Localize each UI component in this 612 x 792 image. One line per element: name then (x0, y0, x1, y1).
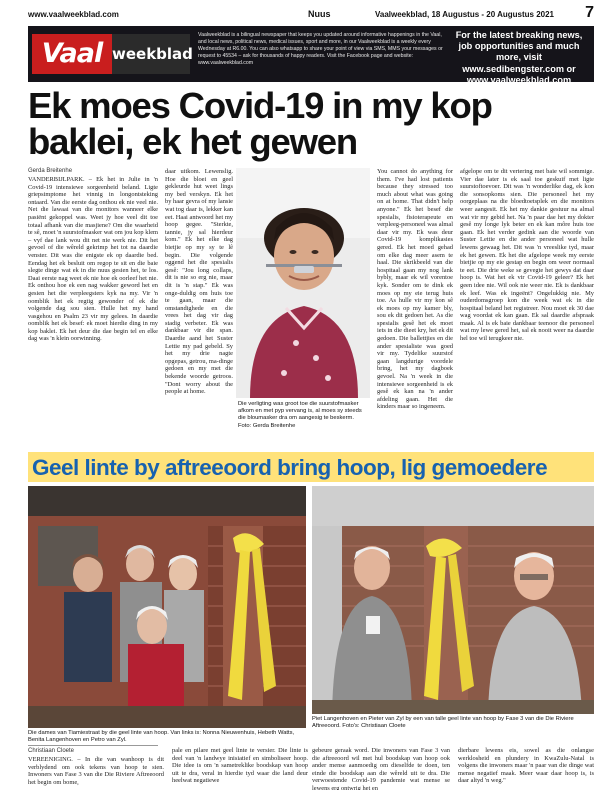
ladies-image (28, 486, 306, 728)
article-column-1-text: VANDERBIJLPARK. – Ek het in Julie in 'n Covid-19 intensiewe sorgeenheid beland. Ligte griepsimptome het vinnig in longontsteking ontaard. Van die eerste dag onthou ek nie veel nie. Net die lawaai van die monitors wanneer elke pasiënt gekoppel was. Weet jy hoe veel dit toe totaal afhank van die masjiene? Om die waarheid te sê, moet 'n suurstofmasker wat om jou kop klem – vyf dae lank wou dit net nie werk nie. Dit het gevoel of die wêreld gekrimp het tot na daardie venster. Dit was die enigste ek op daardie bed. Eendag het ek besluit om regop te sit en die baie slegte dinge wat ek in die nuus gesien het, te los. Daai eerste nag weet ek nie hoe ek oorleef het nie. Ek onthou hoe ek een nag wakker geword het en gesien het die verpleegsters kyk na my. Vir 'n oomblik het ek regtig gewonder of ek die volgende dag sou sien. Hulle het my hand vasgehou en Psalm 23 vir my gelees. In daardie oomblik het ek besef: ek moet hierdie ding in my kop baklei. Ek het deur die dae begin tel en elke dag was 'n klein oorwinning. (28, 176, 158, 343)
masthead-banner (28, 26, 594, 85)
banner-cta (448, 30, 590, 85)
article-2-column-3 (312, 747, 450, 790)
article-2-column-1-text: VEREENIGING. – In die van wanhoop is dit verblydend om ook tekens van hoop te sien. Inwoners van Fase 3 van die Die Riviere Aftreeoord het begin om bome, (28, 756, 164, 786)
article-2-headline: Geel linte by aftreeoord bring hoop, lig gemoedere (32, 455, 548, 480)
issue-date: Vaalweekblad, 18 Augustus - 20 Augustus 2021 (374, 10, 554, 19)
men-photo-caption: Piet Langenhoven en Pieter van Zyl by een van talle geel linte van hoop by Fase 3 van die Die Riviere Aftreeoord. Foto's: Christiaan Cloete (312, 716, 574, 730)
article-2-column-2-text: pale en pilare met geel linte te versier. Die linte is deel van 'n landwye inisiatief en simboliseer hoop. Die idee is om 'n sametreklike boodskap van hoop uit te dra, veral in hierdie tyd waar die land deur heelwat negatiewe (172, 747, 308, 785)
article-2-headline-bar (28, 452, 594, 482)
article-column-2 (165, 168, 233, 450)
article-2-column-3-text: gebeure geraak word. Die inwoners van Fase 3 van die aftreeoord wil met hul boodskap van hoop ook ander mense aanmoedig om dieselfde te doen, ten einde die boodskap aan die wêreld uit te dra. Die verwoestende Covid-19 pandemie wat mense se lewens erg ontwrig het en (312, 747, 450, 790)
section-label: Nuus (308, 9, 331, 19)
hospital-portrait-photo (236, 168, 370, 398)
cta-link-vaalweekblad[interactable]: www.vaalweekblad.com (466, 75, 572, 85)
article-column-4 (460, 168, 594, 450)
article-2-column-1 (28, 756, 164, 790)
cta-line-2: job opportunities and much (458, 41, 580, 51)
logo-weekblad: weekblad (112, 34, 190, 74)
article-2-column-4-text: dierbare lewens eis, sowel as die onlangse werklosheid en plundery in KwaZulu-Natal is volgens die inwoners maar 'n paar van die dinge wat mense negatief maak. Meer waar daar hoop is, is daar altyd 'n weg." (458, 747, 594, 785)
article-column-3-text: You cannot do anything for them. I've had lost patients because they stressed too much about what was going on at home. That didn't help anyone." Ek het besef die spesialis, fisioterapeute en verpleeg-personeel was almal daar vir my. Ek was deur Covid-19 komplikasies gered. Ek het moed gehad om elke dag meer asem te haal. Die skrikbeeld van die hospitaal gaan my nog lank bybly, maar ek wil vorentoe kyk. Sonder om te dink ek moes op my eie terug huis toe. As hulle vir my kon sê ek moes op my kamer bly, sou ek dit gedoen het. As die spesialis gesê het ek moet iets in die dieet kry, het ek dit gedoen. Die ballettjies en die ander spesialiste was goed vir my. Tydelike suurstof gaan langdurige voordele bring, het my dagboek gevoel. Na 'n week in die intensiewe sorgeenheid is ek gesê ek kan na 'n ander afdeling gaan. Het die kinders maar so ingeneem. (377, 168, 453, 411)
vaalweekblad-logo[interactable] (32, 34, 193, 74)
men-image (312, 486, 594, 714)
article-2-byline: Christiaan Cloete (28, 748, 75, 754)
ladies-ribbon-photo (28, 486, 306, 728)
page-header (28, 4, 594, 22)
cta-link-sedibengster[interactable]: www.sedibengster.com or (462, 64, 576, 74)
byline-rule (28, 745, 158, 746)
logo-vaal: Vaal (32, 34, 112, 74)
article-column-2-text: daar uitkom. Lewenslig. Hoe die bloei en geel gekleurde hut weet lings my bed verskyn. Ek het by haar gevra of my lansie wat tog daar is, lekker kan eet. Haai antwoord het my hoop gegee. "Sterkte, tannie, jy sal hierdeur kom." Ek het elke dag bietjie op my sy te lê begin. Die volgende oggend het die spesialis gesê: "Jou long collaps, dit is nie so erg nie, maar dit is 'n stap." Ek was onge-duldig om huis toe te gaan, maar die omstandighede en die vrees het dag vir dag stadig verbeter. Ek was dankbaar vir die span. Daardie aand het Suster Lettie my pad gebeld. Sy het my drie nagte opgepas, getrou, ma-dinge gedoen en my met die bekende woorde getroos. "Dont worry about the people at home. (165, 168, 233, 396)
men-ribbon-photo (312, 486, 594, 714)
article-column-1 (28, 176, 158, 450)
portrait-caption: Die verligting was groot toe die suurstofmasker afkom en met pyp vervang is, al moes sy steeds die bloumasker dra om aangesig te beskerm. Foto: Gerda Breitenhe (238, 401, 362, 429)
cta-line-1: For the latest breaking news, (455, 30, 583, 40)
page-number: 7 (585, 4, 594, 21)
site-url[interactable]: www.vaalweekblad.com (28, 10, 119, 19)
ladies-photo-caption: Die dames van Tiamiestraat by die geel linte van hoop. Van links is: Nonna Nieuwenhuis, Hebeth Watts, Benita Langenhoven en Petro van Zyl. (28, 730, 295, 744)
article-2-column-2 (172, 747, 308, 790)
article-column-4-text: afgelope om te dit vertering met baie wil sommige. Vier dae later is ek saal toe geskuif met ligte suurstoftoevoer. Dit was 'n wonderlike dag, ek kon die sonsopkoms sien. Die personeel het my oorgeplaas na die bloedtoetsplek en die monitors weer aangesit. Ek het my dankie gestuur na almal wat vir my gebid het. Na 'n paar dae het my dokter gesê my longe lyk beter en ek kan môre huis toe gaan. Ek het verder gedink aan die woorde van Suster Lettie en die ander personeel wat hulle lewens gewaag het. Dit was 'n vreeslike tyd, maar ek het gewen. Ek het die afgelope week my eerste bietjie op my eie gestap en begin om weer normaal te eet. Die drie weke se gevegte het gewys dat daar hoop is. Wat het ek vir Covid-19 geleer? Ek het geen idee nie. Wil ook nie weer nie. Ek is dankbaar ek leef. Was ek ingeënt? Ongelukkig nie. My ouderdomsgroep kon die week wat ek in die hospitaal beland het registreer. Nou moet ek 30 dae wag voordat ek kan gaan. Ek sal daardie afspraak maak. Al is ek baie dankbaar teenoor die personeel wat my lewe gered het, sal ek nooit weer na daardie hel toe wil terugkeer nie. (460, 168, 594, 343)
banner-promo-text: Vaalweekblad is a bilingual newspaper that keeps you updated around informative happenings in the Vaal, and local news, political news, medical issues, sport and more, in our Vaalweekblad is a weekly every Wednesday at R6.00. You can also whatsapp to share your point of view via SMS, MMS your messages or request to 45534 – ask for thousands of happy readers. Visit the Facebook page and website: www.vaalweekblad.com (198, 32, 443, 66)
portrait-image (236, 168, 370, 398)
article-headline: Ek moes Covid-19 in my kop baklei, ek het gewen (28, 85, 492, 162)
cta-line-3: more, visit (496, 52, 542, 62)
article-byline: Gerda Breitenhe (28, 168, 73, 174)
article-column-3 (377, 168, 453, 450)
article-2-column-4 (458, 747, 594, 790)
